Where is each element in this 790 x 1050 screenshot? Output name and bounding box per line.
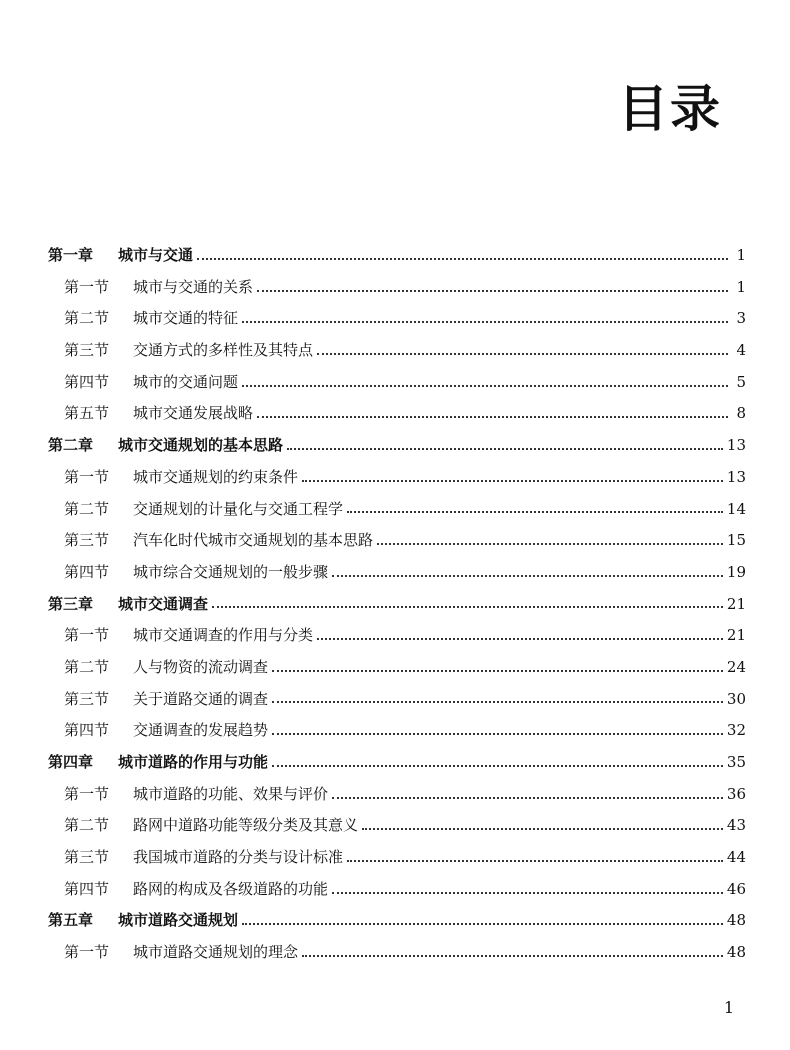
toc-entry-page: 4: [736, 341, 746, 360]
toc-entry-page: 46: [726, 879, 746, 898]
toc-section-entry[interactable]: [48, 367, 746, 399]
toc-section-entry[interactable]: [48, 937, 746, 969]
dot-leader: [317, 353, 728, 355]
toc-entry-number: 第一章: [48, 246, 94, 264]
table-of-contents: [48, 240, 746, 969]
toc-entry-title: 城市道路交通规划: [118, 911, 239, 930]
dot-leader: [242, 385, 728, 387]
toc-entry-page: 3: [736, 309, 746, 328]
toc-entry-title: 交通调查的发展趋势: [133, 721, 269, 740]
toc-section-entry[interactable]: [48, 462, 746, 494]
dot-leader: [332, 575, 723, 577]
dot-leader: [272, 701, 723, 703]
toc-entry-number: 第二节: [64, 309, 110, 328]
toc-entry-number: 第四节: [64, 721, 110, 740]
toc-entry-title: 城市的交通问题: [133, 372, 239, 391]
toc-entry-number: 第四章: [48, 753, 94, 771]
toc-entry-title: 交通规划的计量化与交通工程学: [133, 499, 344, 518]
toc-entry-title: 城市交通的特征: [133, 309, 239, 328]
toc-entry-title: 城市综合交通规划的一般步骤: [133, 562, 329, 581]
toc-entry-number: 第二节: [64, 657, 110, 676]
toc-entry-number: 第四节: [64, 372, 110, 391]
toc-entry-page: 13: [726, 467, 746, 486]
toc-section-entry[interactable]: [48, 652, 746, 684]
toc-entry-title: 城市交通发展战略: [133, 404, 254, 423]
dot-leader: [212, 606, 723, 608]
toc-entry-title: 城市与交通: [118, 246, 194, 264]
toc-entry-number: 第四节: [64, 879, 110, 898]
toc-entry-title: 人与物资的流动调查: [133, 657, 269, 676]
toc-entry-number: 第五章: [48, 911, 94, 930]
toc-entry-number: 第一节: [64, 784, 110, 803]
dot-leader: [362, 828, 723, 830]
toc-section-entry[interactable]: [48, 842, 746, 874]
toc-entry-number: 第四节: [64, 562, 110, 581]
toc-entry-page: 44: [726, 848, 746, 867]
toc-chapter-entry[interactable]: [48, 589, 746, 621]
toc-entry-page: 35: [726, 753, 746, 771]
toc-entry-title: 城市交通调查: [118, 594, 209, 613]
toc-entry-page: 21: [726, 594, 746, 613]
toc-entry-page: 36: [726, 784, 746, 803]
dot-leader: [242, 321, 728, 323]
toc-section-entry[interactable]: [48, 303, 746, 335]
dot-leader: [242, 923, 723, 925]
toc-entry-page: 48: [726, 943, 746, 962]
toc-entry-page: 48: [726, 911, 746, 930]
toc-entry-number: 第三章: [48, 594, 94, 613]
toc-entry-title: 城市道路的作用与功能: [118, 753, 269, 771]
toc-entry-number: 第二章: [48, 436, 94, 455]
toc-entry-page: 32: [726, 721, 746, 740]
dot-leader: [287, 448, 723, 450]
dot-leader: [332, 797, 723, 799]
page-title: 目录: [618, 80, 722, 138]
dot-leader: [257, 290, 728, 292]
toc-entry-number: 第一节: [64, 277, 110, 296]
dot-leader: [272, 733, 723, 735]
toc-section-entry[interactable]: [48, 494, 746, 526]
toc-entry-number: 第五节: [64, 404, 110, 423]
toc-entry-page: 13: [726, 436, 746, 455]
dot-leader: [272, 670, 723, 672]
toc-entry-page: 1: [736, 246, 746, 264]
toc-entry-number: 第一节: [64, 943, 110, 962]
toc-entry-page: 43: [726, 816, 746, 835]
toc-entry-title: 路网中道路功能等级分类及其意义: [133, 816, 359, 835]
toc-section-entry[interactable]: [48, 525, 746, 557]
toc-section-entry[interactable]: [48, 335, 746, 367]
toc-section-entry[interactable]: [48, 620, 746, 652]
toc-section-entry[interactable]: [48, 398, 746, 430]
toc-entry-page: 8: [736, 404, 746, 423]
dot-leader: [272, 765, 723, 767]
dot-leader: [347, 511, 723, 513]
toc-entry-number: 第二节: [64, 816, 110, 835]
toc-entry-page: 14: [726, 499, 746, 518]
toc-entry-page: 15: [726, 531, 746, 550]
toc-entry-title: 交通方式的多样性及其特点: [133, 341, 314, 360]
toc-entry-number: 第一节: [64, 626, 110, 645]
toc-section-entry[interactable]: [48, 874, 746, 906]
toc-section-entry[interactable]: [48, 557, 746, 589]
dot-leader: [332, 892, 723, 894]
toc-entry-number: 第二节: [64, 499, 110, 518]
dot-leader: [377, 543, 723, 545]
toc-entry-title: 城市交通调查的作用与分类: [133, 626, 314, 645]
toc-chapter-entry[interactable]: [48, 430, 746, 462]
toc-entry-title: 关于道路交通的调查: [133, 689, 269, 708]
toc-section-entry[interactable]: [48, 272, 746, 304]
toc-entry-page: 30: [726, 689, 746, 708]
toc-entry-title: 城市道路交通规划的理念: [133, 943, 299, 962]
toc-entry-number: 第一节: [64, 467, 110, 486]
dot-leader: [197, 258, 728, 260]
toc-chapter-entry[interactable]: [48, 905, 746, 937]
toc-entry-page: 1: [736, 277, 746, 296]
dot-leader: [302, 955, 723, 957]
toc-entry-title: 我国城市道路的分类与设计标准: [133, 848, 344, 867]
toc-entry-title: 城市与交通的关系: [133, 277, 254, 296]
toc-entry-title: 城市交通规划的约束条件: [133, 467, 299, 486]
toc-chapter-entry[interactable]: [48, 240, 746, 272]
toc-entry-title: 路网的构成及各级道路的功能: [133, 879, 329, 898]
toc-entry-title: 汽车化时代城市交通规划的基本思路: [133, 531, 374, 550]
toc-entry-page: 5: [736, 372, 746, 391]
toc-section-entry[interactable]: [48, 715, 746, 747]
toc-section-entry[interactable]: [48, 810, 746, 842]
toc-entry-page: 21: [726, 626, 746, 645]
dot-leader: [347, 860, 723, 862]
toc-entry-title: 城市道路的功能、效果与评价: [133, 784, 329, 803]
toc-entry-page: 19: [726, 562, 746, 581]
toc-section-entry[interactable]: [48, 684, 746, 716]
toc-entry-title: 城市交通规划的基本思路: [118, 436, 284, 455]
page-number: 1: [723, 998, 734, 1017]
toc-section-entry[interactable]: [48, 779, 746, 811]
toc-entry-number: 第三节: [64, 531, 110, 550]
toc-entry-page: 24: [726, 657, 746, 676]
toc-entry-number: 第三节: [64, 848, 110, 867]
toc-entry-number: 第三节: [64, 689, 110, 708]
dot-leader: [317, 638, 723, 640]
toc-entry-number: 第三节: [64, 341, 110, 360]
dot-leader: [302, 480, 723, 482]
toc-chapter-entry[interactable]: [48, 747, 746, 779]
dot-leader: [257, 416, 728, 418]
